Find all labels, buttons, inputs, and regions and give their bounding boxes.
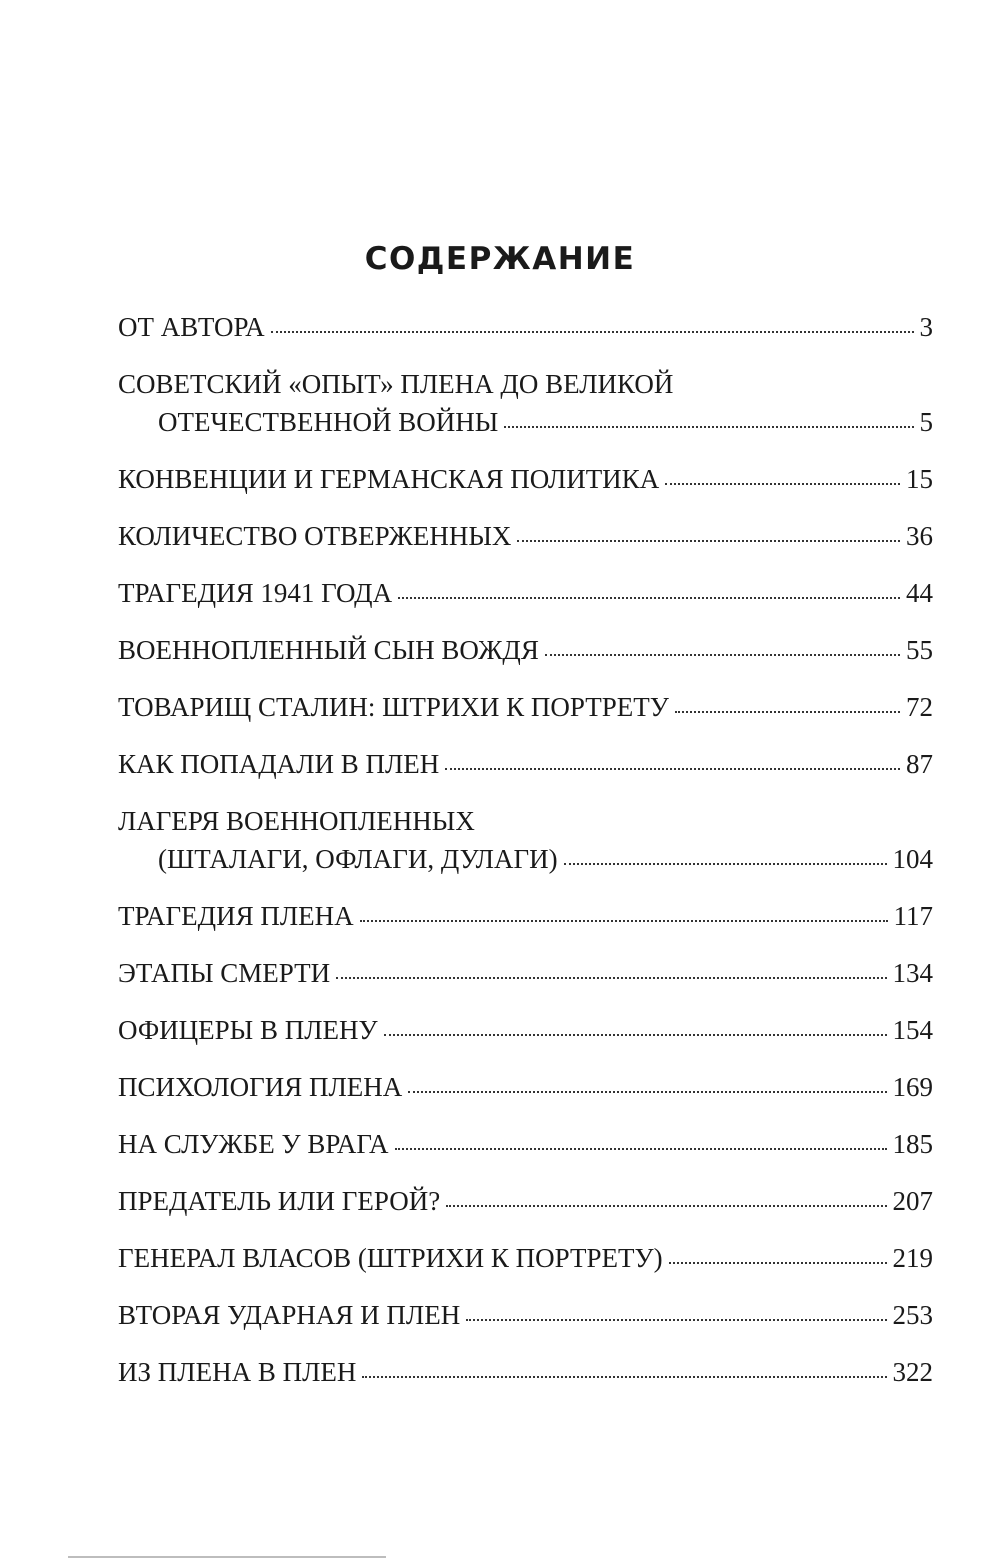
toc-entry-line: [118, 1182, 933, 1220]
toc-entry-title: ЭТАПЫ СМЕРТИ: [118, 958, 331, 988]
toc-entry-line: [118, 403, 933, 441]
toc-entry-line: [118, 460, 933, 498]
toc-page-number: 5: [919, 407, 933, 437]
toc-entry-line: [118, 517, 933, 555]
toc-page-number: 72: [906, 692, 933, 722]
toc-entry: [118, 460, 933, 498]
dot-leader: [675, 711, 900, 713]
toc-page-number: 3: [919, 312, 933, 342]
toc-page-number: 104: [892, 844, 933, 874]
toc-page-number: 117: [893, 901, 933, 931]
toc-entry-line: [118, 897, 933, 935]
toc-entry-title: ГЕНЕРАЛ ВЛАСОВ (ШТРИХИ К ПОРТРЕТУ): [118, 1243, 663, 1273]
toc-page-number: 253: [892, 1300, 933, 1330]
page-title: СОДЕРЖАНИЕ: [364, 240, 636, 277]
toc-entry-line: [118, 1068, 933, 1106]
dot-leader: [517, 540, 900, 542]
toc-entry-title: ОТЕЧЕСТВЕННОЙ ВОЙНЫ: [158, 407, 499, 437]
toc-entry-title: ВТОРАЯ УДАРНАЯ И ПЛЕН: [118, 1300, 461, 1330]
toc-entry-title: ИЗ ПЛЕНА В ПЛЕН: [118, 1357, 357, 1387]
toc-entry: [118, 688, 933, 726]
toc-entry: [118, 1125, 933, 1163]
dot-leader: [466, 1319, 886, 1321]
toc-entry: [118, 1182, 933, 1220]
toc-entry-title: ЛАГЕРЯ ВОЕННОПЛЕННЫХ: [118, 806, 475, 836]
toc-entry: [118, 365, 933, 441]
toc-page-number: 87: [906, 749, 933, 779]
toc-entry: [118, 1011, 933, 1049]
toc-page-number: 36: [906, 521, 933, 551]
dot-leader: [384, 1034, 887, 1036]
toc-entry-line: [118, 574, 933, 612]
toc-entry-title: ТРАГЕДИЯ 1941 ГОДА: [118, 578, 393, 608]
toc-entry-line: [118, 802, 933, 840]
toc-entry-line: [118, 954, 933, 992]
toc-entry-line: [118, 1011, 933, 1049]
dot-leader: [408, 1091, 886, 1093]
table-of-contents: [118, 308, 933, 1391]
toc-entry: [118, 1239, 933, 1277]
toc-entry-title: ОТ АВТОРА: [118, 312, 265, 342]
dot-leader: [362, 1376, 886, 1378]
toc-entry-title: ТРАГЕДИЯ ПЛЕНА: [118, 901, 354, 931]
toc-entry-title: КОНВЕНЦИИ И ГЕРМАНСКАЯ ПОЛИТИКА: [118, 464, 660, 494]
toc-entry-line: [118, 1239, 933, 1277]
dot-leader: [669, 1262, 887, 1264]
toc-page-number: 154: [892, 1015, 933, 1045]
toc-entry: [118, 517, 933, 555]
toc-entry-line: [118, 745, 933, 783]
toc-entry-title: СОВЕТСКИЙ «ОПЫТ» ПЛЕНА ДО ВЕЛИКОЙ: [118, 369, 674, 399]
toc-page-number: 185: [892, 1129, 933, 1159]
toc-entry-title: ВОЕННОПЛЕННЫЙ СЫН ВОЖДЯ: [118, 635, 539, 665]
toc-entry-title: ПРЕДАТЕЛЬ ИЛИ ГЕРОЙ?: [118, 1186, 441, 1216]
toc-entry-line: [118, 308, 933, 346]
toc-page-number: 134: [892, 958, 933, 988]
toc-page-number: 44: [906, 578, 933, 608]
toc-entry: [118, 308, 933, 346]
toc-entry-title: ТОВАРИЩ СТАЛИН: ШТРИХИ К ПОРТРЕТУ: [118, 692, 669, 722]
dot-leader: [504, 426, 913, 428]
toc-page-number: 322: [892, 1357, 933, 1387]
dot-leader: [336, 977, 886, 979]
dot-leader: [545, 654, 900, 656]
dot-leader: [446, 1205, 886, 1207]
dot-leader: [564, 863, 887, 865]
toc-entry-line: [118, 1296, 933, 1334]
toc-entry-line: [118, 840, 933, 878]
toc-page-number: 55: [906, 635, 933, 665]
toc-entry: [118, 574, 933, 612]
toc-entry-line: [118, 631, 933, 669]
toc-page-number: 219: [892, 1243, 933, 1273]
toc-entry-title: ПСИХОЛОГИЯ ПЛЕНА: [118, 1072, 403, 1102]
toc-entry-title: КАК ПОПАДАЛИ В ПЛЕН: [118, 749, 440, 779]
toc-entry-title: ОФИЦЕРЫ В ПЛЕНУ: [118, 1015, 378, 1045]
dot-leader: [445, 768, 900, 770]
toc-entry-line: [118, 1353, 933, 1391]
dot-leader: [395, 1148, 887, 1150]
dot-leader: [360, 920, 888, 922]
toc-entry: [118, 802, 933, 878]
dot-leader: [665, 483, 900, 485]
dot-leader: [398, 597, 900, 599]
toc-page-number: 207: [892, 1186, 933, 1216]
toc-entry-title: НА СЛУЖБЕ У ВРАГА: [118, 1129, 389, 1159]
toc-page-number: 169: [892, 1072, 933, 1102]
footer-rule: [68, 1556, 386, 1558]
toc-entry-line: [118, 365, 933, 403]
toc-entry: [118, 954, 933, 992]
toc-page-number: 15: [906, 464, 933, 494]
toc-entry-title: (ШТАЛАГИ, ОФЛАГИ, ДУЛАГИ): [158, 844, 558, 874]
toc-entry: [118, 745, 933, 783]
toc-entry: [118, 631, 933, 669]
toc-entry-line: [118, 688, 933, 726]
toc-entry: [118, 1068, 933, 1106]
toc-entry: [118, 897, 933, 935]
toc-entry-title: КОЛИЧЕСТВО ОТВЕРЖЕННЫХ: [118, 521, 512, 551]
toc-entry: [118, 1353, 933, 1391]
toc-entry: [118, 1296, 933, 1334]
dot-leader: [271, 331, 914, 333]
toc-entry-line: [118, 1125, 933, 1163]
